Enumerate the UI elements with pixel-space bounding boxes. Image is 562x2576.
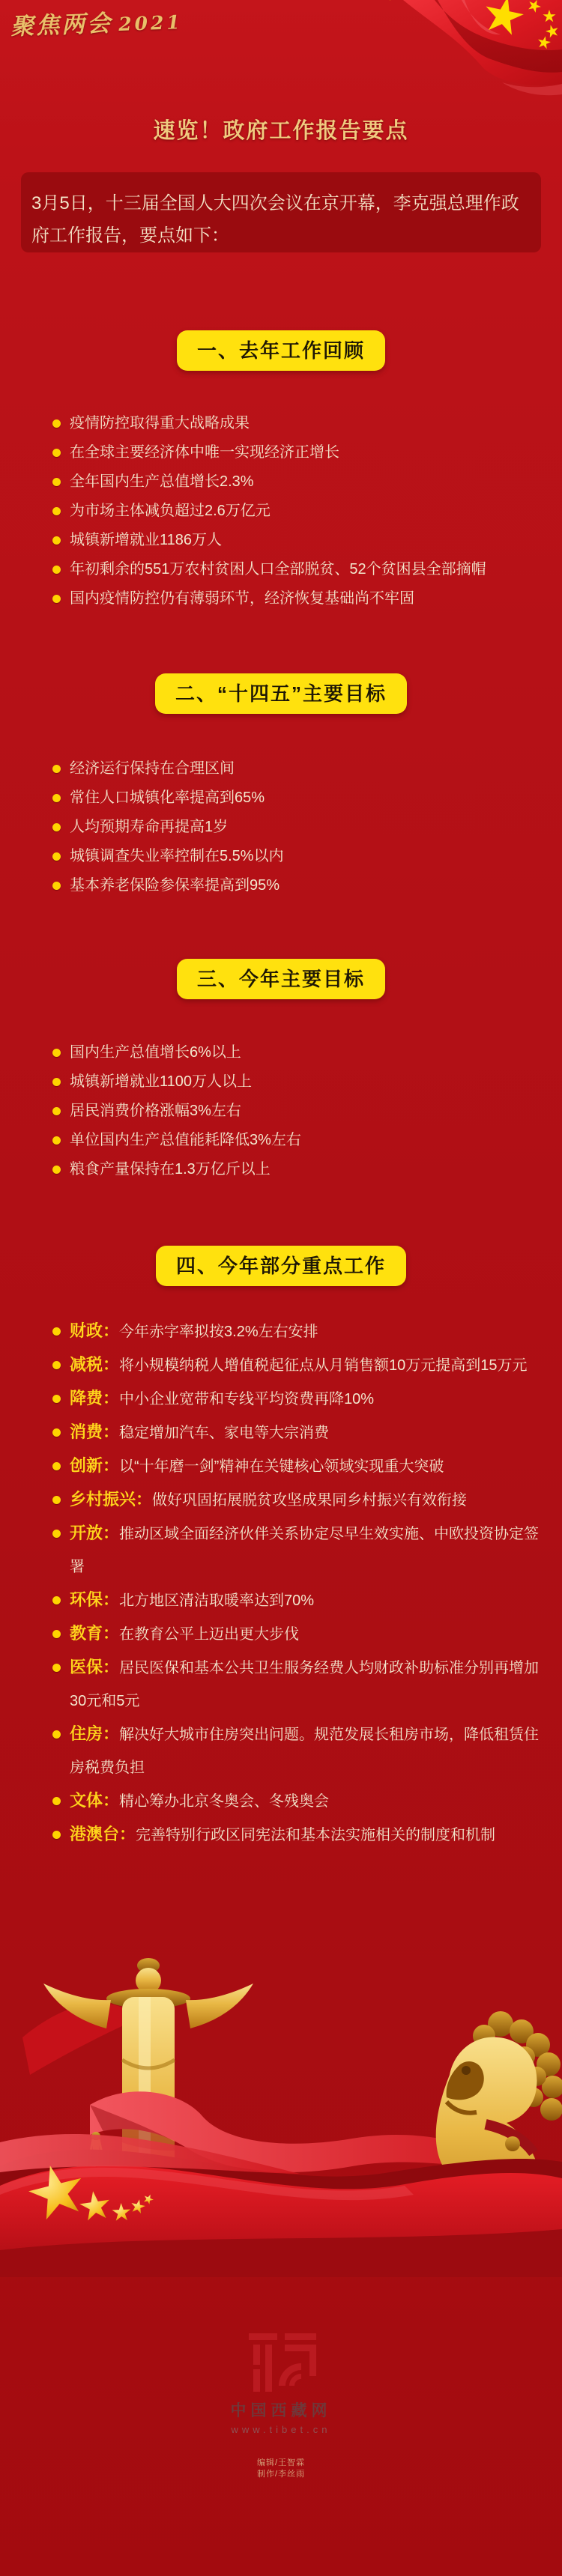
report-point: 国内生产总值增长6%以上 xyxy=(70,1038,543,1067)
intro-text: 3月5日，十三届全国人大四次会议在京开幕，李克强总理作政府工作报告，要点如下： xyxy=(31,193,519,246)
site-url: www.tibet.cn xyxy=(231,2424,331,2435)
report-point: 粮食产量保持在1.3万亿斤以上 xyxy=(70,1155,543,1184)
section-point-list xyxy=(0,409,562,613)
point-label: 住房： xyxy=(70,1724,120,1743)
section-point-list xyxy=(0,754,562,900)
report-point: 居民消费价格涨幅3%左右 xyxy=(70,1097,543,1126)
point-label: 文体： xyxy=(70,1791,120,1810)
event-badge xyxy=(10,1,183,41)
report-point: 单位国内生产总值能耗降低3%左右 xyxy=(70,1126,543,1155)
point-label: 开放： xyxy=(70,1524,120,1542)
report-point: 国内疫情防控仍有薄弱环节，经济恢复基础尚不牢固 xyxy=(70,584,543,613)
section-point-list xyxy=(0,1315,562,1852)
report-point: 常住人口城镇化率提高到65% xyxy=(70,784,543,813)
section-title-badge: 四、今年部分重点工作 xyxy=(156,1246,406,1286)
report-point: 疫情防控取得重大战略成果 xyxy=(70,409,543,438)
report-point: 为市场主体减负超过2.6万亿元 xyxy=(70,497,543,526)
credit-producer: 制作/李丝雨 xyxy=(256,2470,306,2479)
report-point: 开放：推动区域全面经济伙伴关系协定尽早生效实施、中欧投资协定签署 xyxy=(70,1517,543,1584)
section-point-list xyxy=(0,1038,562,1184)
tibet-net-logo-icon xyxy=(246,2333,316,2392)
event-badge-year: 2021 xyxy=(118,10,184,35)
section-14th-five-year-goals xyxy=(0,673,562,900)
page-title: 速览！政府工作报告要点 xyxy=(153,119,409,143)
report-point: 消费：稳定增加汽车、家电等大宗消费 xyxy=(70,1416,543,1449)
report-point: 降费：中小企业宽带和专线平均资费再降10% xyxy=(70,1382,543,1416)
report-point: 环保：北方地区清洁取暖率达到70% xyxy=(70,1584,543,1617)
site-watermark xyxy=(0,2333,562,2435)
report-point: 乡村振兴：做好巩固拓展脱贫攻坚成果同乡村振兴有效衔接 xyxy=(70,1483,543,1517)
report-point: 在全球主要经济体中唯一实现经济正增长 xyxy=(70,438,543,467)
report-point: 年初剩余的551万农村贫困人口全部脱贫、52个贫困县全部摘帽 xyxy=(70,555,543,584)
event-badge-text: 聚焦两会 xyxy=(10,10,113,40)
report-point: 住房：解决好大城市住房突出问题。规范发展长租房市场，降低租赁住房税费负担 xyxy=(70,1718,543,1784)
report-point: 基本养老保险参保率提高到95% xyxy=(70,871,543,900)
report-point: 全年国内生产总值增长2.3% xyxy=(70,467,543,497)
report-point: 人均预期寿命再提高1岁 xyxy=(70,813,543,842)
point-label: 创新： xyxy=(70,1456,120,1475)
china-flag-icon xyxy=(390,0,562,112)
section-last-year-review xyxy=(0,330,562,613)
point-label: 降费： xyxy=(70,1389,120,1407)
point-label: 医保： xyxy=(70,1658,120,1676)
bottom-decoration xyxy=(0,1948,562,2277)
report-point: 教育：在教育公平上迈出更大步伐 xyxy=(70,1617,543,1651)
section-title-badge: 二、“十四五”主要目标 xyxy=(155,673,407,714)
report-point: 经济运行保持在合理区间 xyxy=(70,754,543,784)
section-key-tasks xyxy=(0,1246,562,1852)
report-point: 城镇新增就业1100万人以上 xyxy=(70,1067,543,1097)
section-title-badge: 一、去年工作回顾 xyxy=(177,330,385,371)
point-label: 港澳台： xyxy=(70,1825,136,1843)
point-label: 减税： xyxy=(70,1355,120,1374)
report-point: 创新：以“十年磨一剑”精神在关键核心领域实现重大突破 xyxy=(70,1449,543,1483)
intro-card xyxy=(21,172,541,252)
point-label: 财政： xyxy=(70,1321,120,1340)
report-point: 城镇新增就业1186万人 xyxy=(70,526,543,555)
credit-editor: 编辑/王智霖 xyxy=(256,2458,306,2467)
section-title-badge: 三、今年主要目标 xyxy=(177,959,385,999)
report-point: 减税：将小规模纳税人增值税起征点从月销售额10万元提高到15万元 xyxy=(70,1348,543,1382)
report-point: 港澳台：完善特别行政区同宪法和基本法实施相关的制度和机制 xyxy=(70,1818,543,1852)
section-this-year-goals xyxy=(0,959,562,1184)
point-label: 环保： xyxy=(70,1590,120,1609)
credits xyxy=(0,2458,562,2480)
report-point: 财政：今年赤字率拟按3.2%左右安排 xyxy=(70,1315,543,1348)
report-point: 城镇调查失业率控制在5.5%以内 xyxy=(70,842,543,871)
report-point: 文体：精心筹办北京冬奥会、冬残奥会 xyxy=(70,1784,543,1818)
report-point: 医保：居民医保和基本公共卫生服务经费人均财政补助标准分别再增加30元和5元 xyxy=(70,1651,543,1718)
point-label: 消费： xyxy=(70,1422,120,1441)
site-name: 中国西藏网 xyxy=(230,2402,332,2419)
point-label: 教育： xyxy=(70,1624,120,1643)
point-label: 乡村振兴： xyxy=(70,1490,153,1509)
